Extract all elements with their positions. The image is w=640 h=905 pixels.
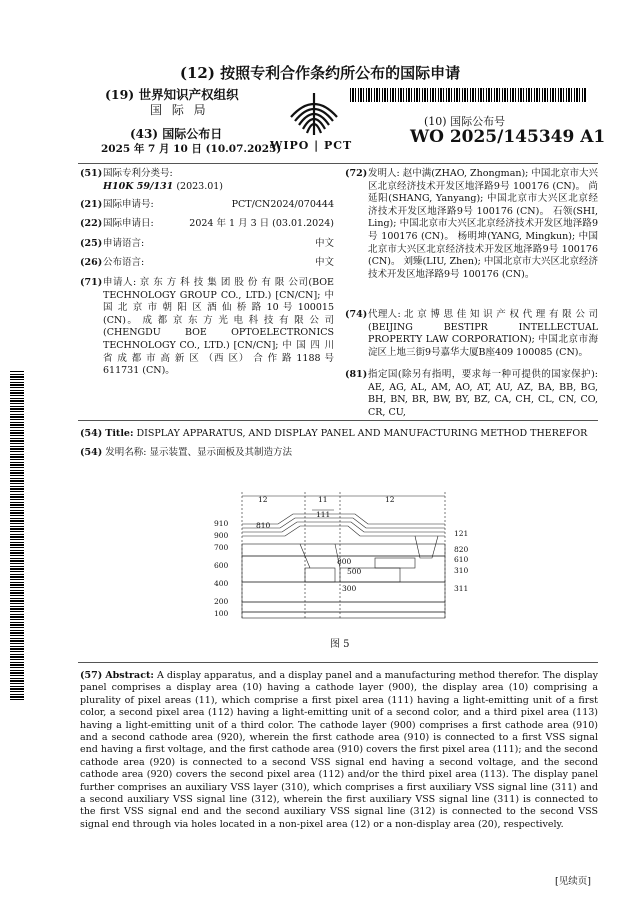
wipo-pct-logo-text: WIPO | PCT: [270, 139, 353, 152]
label-111: 111: [316, 510, 331, 519]
label-700: 700: [214, 543, 229, 552]
document-title: (12) 按照专利合作条约所公布的国际申请: [179, 64, 461, 82]
label-12-right: 12: [385, 495, 395, 504]
divider: [78, 163, 598, 164]
barcode-top: [350, 88, 586, 102]
label-11: 11: [318, 495, 328, 504]
publication-number-label: (10) 国际公布号: [424, 115, 506, 128]
abstract: (57) Abstract: A display apparatus, and a display panel and a manufacturing method therefor. The display panel comprises a display area (10) having a cathode layer (900), the display area (10) comprising a plurality of pixel areas (11), which comprise a first pixel area (111) having a light-emitting unit of a first color, a second pixel area (112) having a light-emitting unit of a second color, and a third pixel area (113) having a light-emitting unit of a third color. The cathode layer (900) comprises a first cathode area (910) and a second cathode area (920), wherein the first cathode area (910) is connected to a first VSS signal end having a first voltage, and the first cathode area (910) covers the first pixel area (111); and the second cathode area (920) is connected to a second VSS signal end having a second voltage, and the second cathode area (920) covers the second pixel area (112) and/or the third pixel area (113). The display panel further comprises an auxiliary VSS layer (310), which comprises a first auxiliary VSS signal line (311) and a second auxiliary VSS signal line (312), wherein the first auxiliary VSS signal line (311) is connected to the first VSS signal end and the second auxiliary VSS signal line (312) is connected to the second VSS signal end through via holes located in a non-pixel area (12) or a non-display area (20), respectively.: [80, 670, 599, 830]
publication-date-label: (43) 国际公布日: [130, 127, 223, 141]
field-25: (25) 申请语言: 中文: [80, 238, 334, 249]
barcode-side: [10, 370, 24, 700]
field-26: (26) 公布语言: 中文: [80, 257, 334, 268]
divider: [78, 662, 598, 663]
figure-caption: 图 5: [330, 639, 350, 650]
label-910: 910: [214, 519, 229, 528]
field-74-agent: (74) 代理人: 北 京 博 思 佳 知 识 产 权 代 理 有 限 公 司 (BEIJING BESTIPR INTELLECTUAL PROPERTY LAW CORPORATION); 中国北京市海淀区上地三街9号嘉华大厦B座409 100085 (CN)。: [345, 309, 598, 358]
title-chinese: (54) 发明名称: 显示装置、显示面板及其制造方法: [80, 447, 292, 458]
field-21: (21) 国际申请号: PCT/CN2024/070444: [80, 199, 334, 210]
field-71-applicant: (71) 申请人: 京 东 方 科 技 集 团 股 份 有 限 公司(BOE TECHNOLOGY GROUP CO., LTD.) [CN/CN]; 中 国 北 京 市 朝 阳 区 酒 仙 桥 路 10 号 100015 (CN)。 成 都 京 东 方 光 电 科 技 有 限 公 司(CHENGDU BOE OPTOELECTRONICS TECHNOLOGY CO., LTD.) [CN/CN]; 中 国 四 川 省 成 都 市 高 新 区 （西 区） 合 作 路 1188 号 611731 (CN)。: [80, 277, 334, 377]
label-900: 900: [214, 531, 229, 540]
label-800: 800: [337, 557, 352, 566]
label-610: 610: [454, 555, 469, 564]
publication-date: 2025 年 7 月 10 日 (10.07.2025): [101, 143, 282, 155]
divider: [78, 420, 598, 421]
label-300: 300: [342, 584, 357, 593]
publication-number: WO 2025/145349 A1: [410, 127, 606, 147]
organization-name: (19) 世界知识产权组织: [105, 87, 239, 102]
label-200: 200: [214, 597, 229, 606]
label-100: 100: [214, 609, 229, 618]
continuation-note: [见续页]: [555, 876, 591, 887]
label-810: 810: [256, 521, 271, 530]
label-400: 400: [214, 579, 229, 588]
label-311: 311: [454, 584, 469, 593]
wipo-logo-icon: [285, 87, 343, 137]
label-121: 121: [454, 529, 469, 538]
label-600: 600: [214, 561, 229, 570]
field-72-inventors: (72) 发明人: 赵中满(ZHAO, Zhongman); 中国北京市大兴区北京经济技术开发区地泽路9号 100176 (CN)。 尚延阳(SHANG, Yanyang); 中国北京市大兴区北京经济技术开发区地泽路9号 100176 (CN)。 石领(SHI, Ling); 中国北京市大兴区北京经济技术开发区地泽路9号 100176 (CN)。 杨明坤(YANG, Mingkun); 中国北京市大兴区北京经济技术开发区地泽路9号 100176 (CN)。 刘臻(LIU, Zhen); 中国北京市大兴区北京经济技术开发区地泽路9号 100176 (CN)。: [345, 168, 598, 280]
organization-bureau: 国 际 局: [150, 103, 209, 117]
figure-5-cross-section: [200, 488, 500, 628]
label-12-left: 12: [258, 495, 268, 504]
field-51: (51) 国际专利分类号: H10K 59/131 (2023.01): [80, 168, 224, 192]
label-500: 500: [347, 567, 362, 576]
field-22: (22) 国际申请日: 2024 年 1 月 3 日 (03.01.2024): [80, 218, 334, 229]
title-english: (54) Title: DISPLAY APPARATUS, AND DISPLAY PANEL AND MANUFACTURING METHOD THEREFOR: [80, 428, 588, 439]
field-81-designated-states: (81) 指定国(除另有指明，要求每一种可提供的国家保护): AE, AG, AL, AM, AO, AT, AU, AZ, BA, BB, BG, BH, BN, BR, BW, BY, BZ, CA, CH, CL, CN, CO, CR, CU,: [345, 369, 598, 418]
label-310: 310: [454, 566, 469, 575]
label-820: 820: [454, 545, 469, 554]
